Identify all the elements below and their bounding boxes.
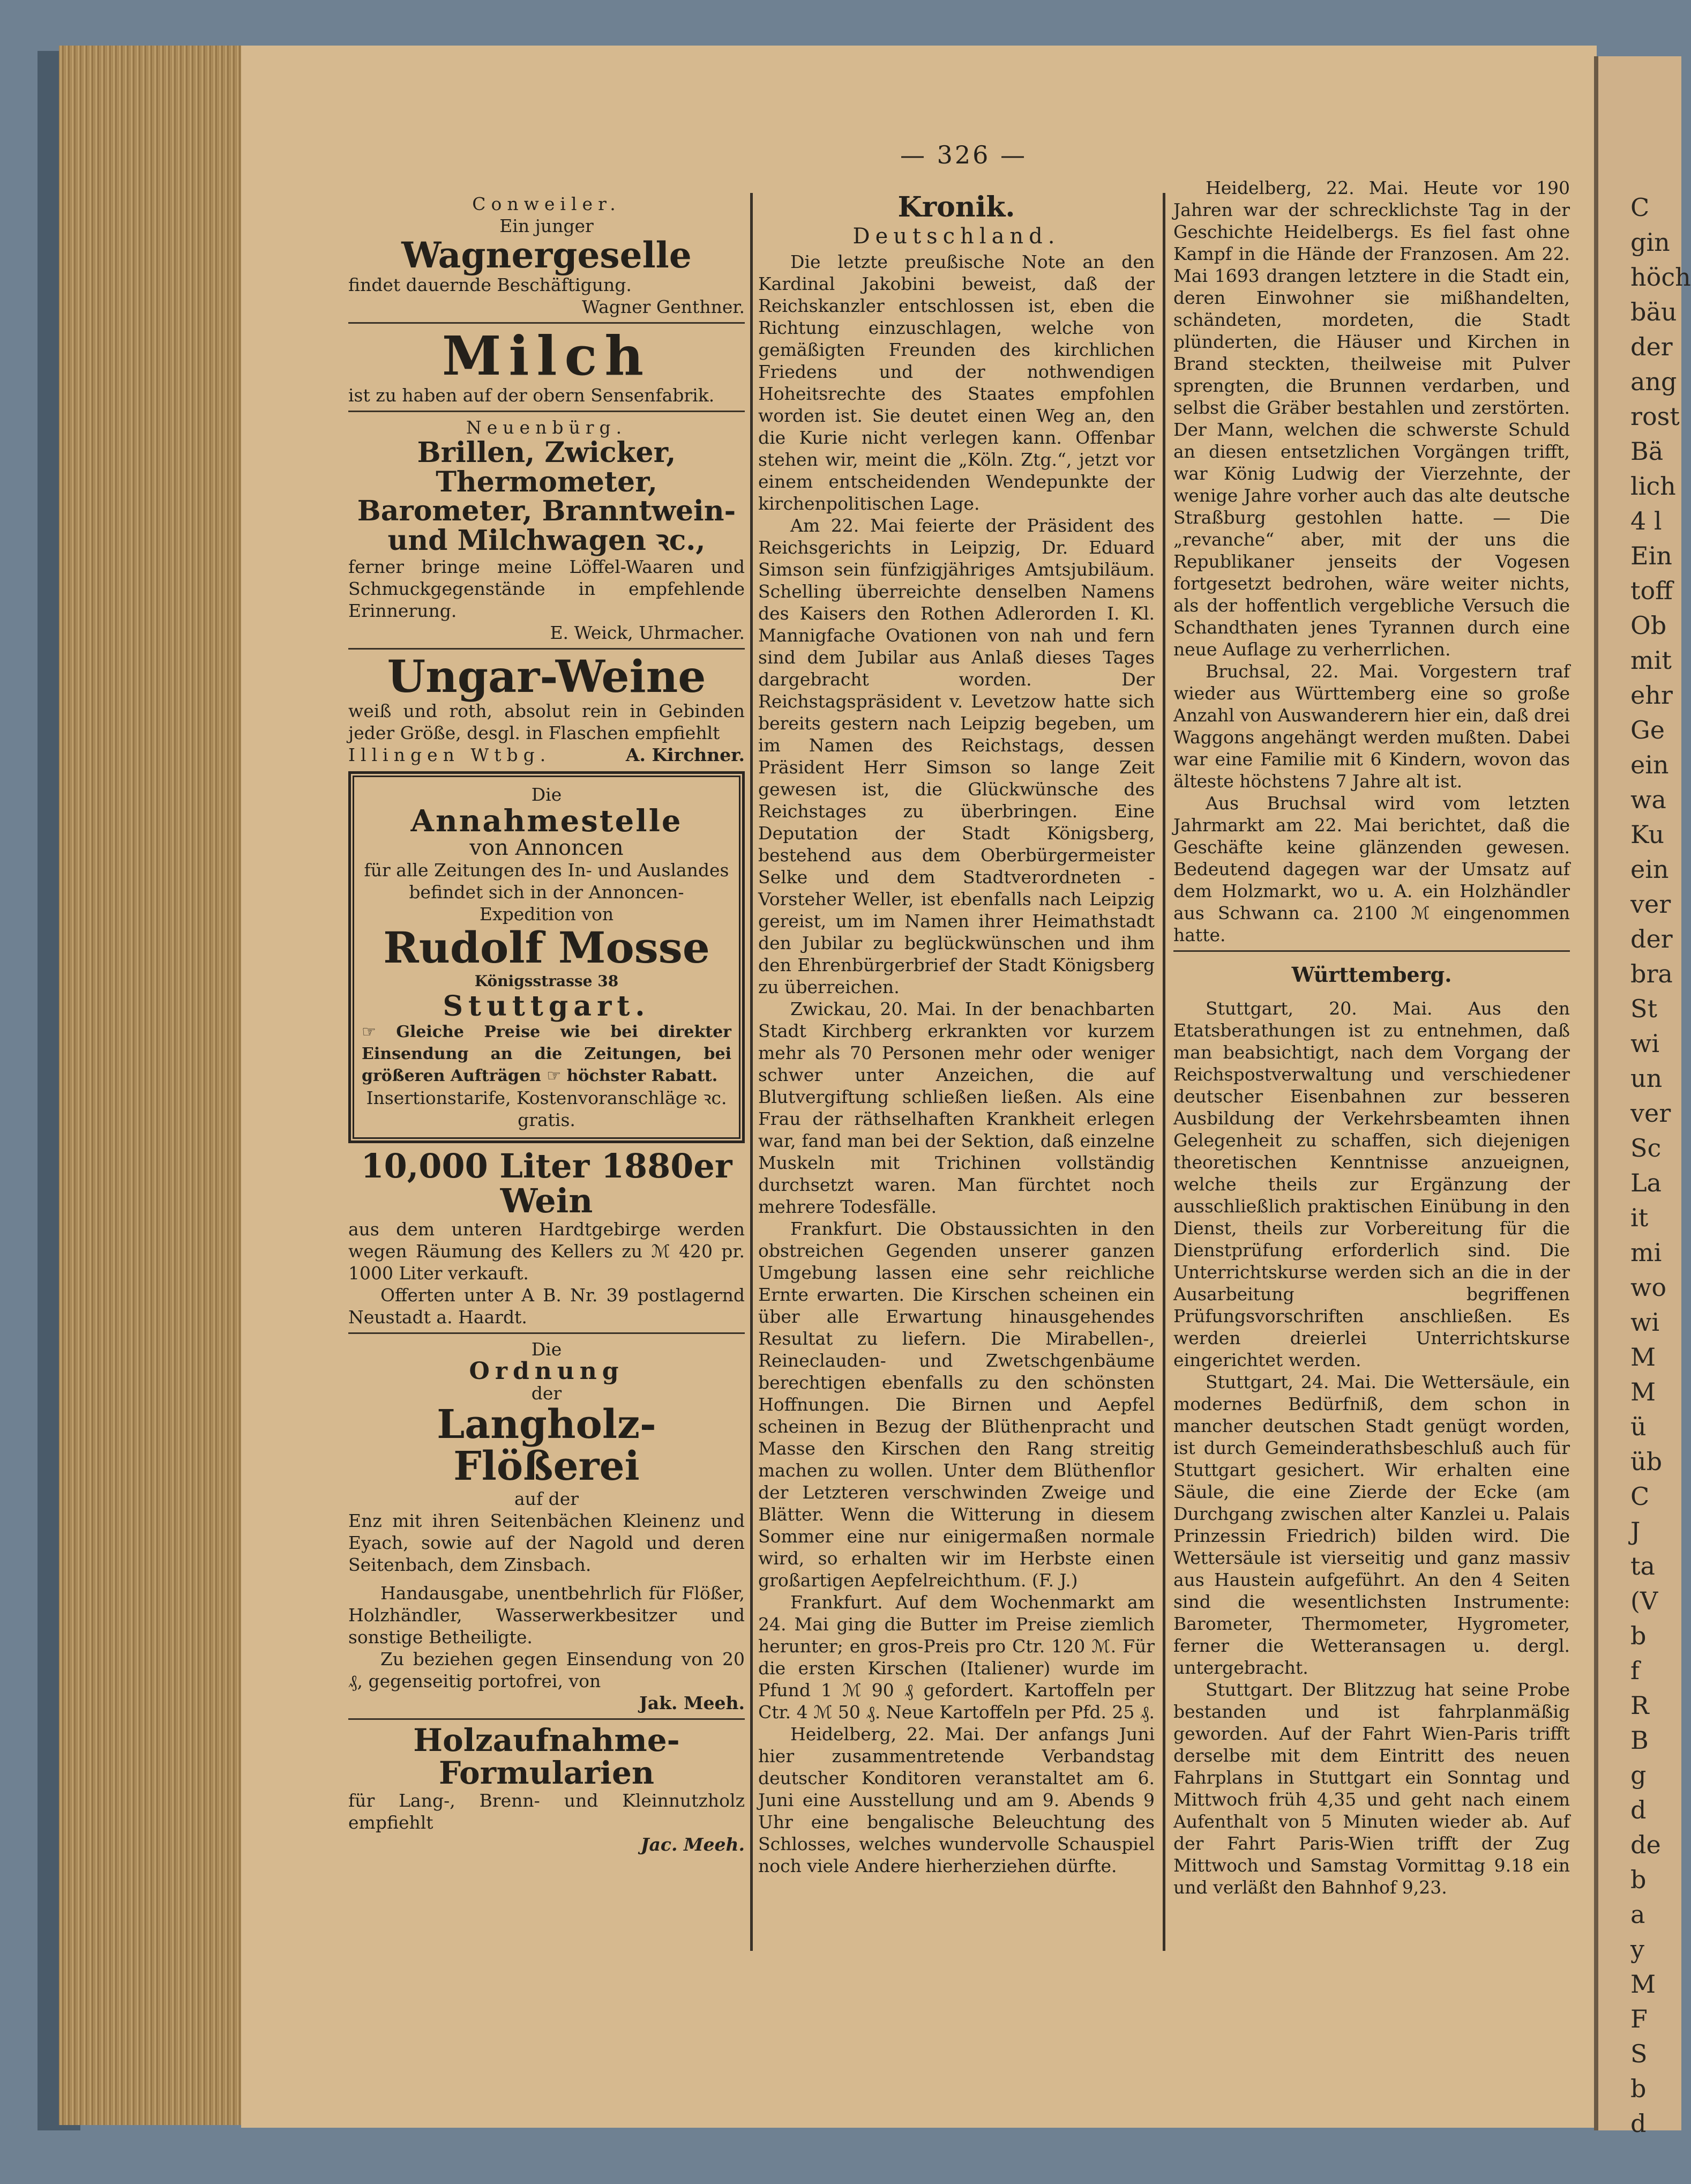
ad-ungar-weine — [348, 651, 745, 766]
ad-word: auf der — [514, 1488, 579, 1509]
ad-headline: Brillen, Zwicker, Thermometer, Barometer, Branntwein- und Milchwagen ꝛc., — [357, 436, 736, 557]
ad-signature: Jak. Meeh. — [639, 1692, 745, 1713]
article-paragraph: Die letzte preußische Note an den Kardinal Jakobini beweist, daß der Reichskanzler entschlossen ist, eben die Richtung einzuschlagen, welche von gemäßigten Freunden des kirchlichen Friedens und der nothwendigen Hoheitsrechte des Staates empfohlen worden ist. Sie deutet einen Weg an, den die Kurie nicht verlegen kann. Offenbar stehen wir, meint die „Köln. Ztg.“, jetzt vor einem entscheidenden Wendepunkte der kirchenpolitischen Lage. — [758, 251, 1155, 514]
next-page-fragment: C — [1630, 1482, 1650, 1511]
next-page-fragment: Bä — [1630, 437, 1664, 466]
column-rule — [750, 193, 753, 1951]
news-column — [1173, 177, 1570, 1898]
next-page-fragment: R — [1630, 1691, 1649, 1720]
next-page-fragment: Sc — [1630, 1134, 1662, 1162]
ad-holzaufnahme — [348, 1721, 745, 1855]
article-paragraph: Stuttgart, 24. Mai. Die Wettersäule, ein modernes Bedürfniß, dem schon in mancher deutschen Stadt genügt worden, ist durch Gemeinderathsbeschluß auch für Stuttgart gesichert. Wir erhalten eine Säule, die eine Zierde der Ecke (am Durchgang zwischen alter Kanzlei u. Palais Prinzessin Friedrich) bilden wird. Die Wettersäule ist vierseitig und ganz massiv aus Haustein aufgeführt. An den 4 Seiten sind die wesentlichsten Instrumente: Barometer, Thermometer, Hygrometer, ferner die Wetteransagen u. dergl. untergebracht. — [1173, 1371, 1570, 1678]
ad-offer-text: Gleiche Preise wie bei direkter Einsendung an die Zeitungen, bei größeren Aufträgen — [362, 1023, 731, 1086]
next-page-fragment: lich — [1630, 472, 1676, 501]
next-page-fragment: ehr — [1630, 681, 1673, 710]
next-page-fragment: wi — [1630, 1029, 1660, 1058]
next-page-fragment: mi — [1630, 1238, 1662, 1267]
next-page-fragment: Ku — [1630, 820, 1664, 849]
ad-brillen — [348, 416, 745, 643]
ad-intro: Ein junger — [499, 215, 594, 236]
ad-headline: Wagnergeselle — [401, 234, 692, 276]
next-page-fragment: rost — [1630, 402, 1680, 431]
next-page-fragment: y — [1630, 1935, 1644, 1964]
ad-word: der — [531, 1383, 562, 1404]
next-page-fragment: ein — [1630, 750, 1669, 779]
next-page-fragment: un — [1630, 1064, 1663, 1093]
ad-footer: Insertionstarife, Kostenvoranschläge ꝛc. gratis. — [366, 1087, 727, 1131]
ad-offer-tail: höchster Rabatt. — [566, 1067, 718, 1086]
ad-body: Zu beziehen gegen Einsendung von 20 ₰, gegenseitig portofrei, von — [348, 1648, 745, 1691]
ad-signature: Wagner Genthner. — [582, 296, 745, 318]
ad-divider — [348, 411, 745, 412]
next-page-fragment: bra — [1630, 959, 1673, 988]
column-rule — [1163, 193, 1165, 1951]
ad-headline: 10,000 Liter 1880er Wein — [361, 1146, 732, 1221]
ad-ordnung — [348, 1338, 745, 1713]
section-subheading: Deutschland. — [852, 223, 1060, 249]
page-edges — [59, 46, 252, 2125]
next-page-fragment: Ob — [1630, 611, 1667, 640]
ad-body: findet dauernde Beschäftigung. — [348, 274, 632, 296]
ad-offer: Offerten unter A B. Nr. 39 postlagernd Neustadt a. Haardt. — [348, 1285, 745, 1328]
next-page-fragment: gin — [1630, 228, 1670, 257]
ad-divider — [348, 322, 745, 324]
next-page-fragment: de — [1630, 1830, 1661, 1859]
next-page-fragment: höch — [1630, 263, 1691, 292]
next-page-fragment: ta — [1630, 1552, 1655, 1581]
article-paragraph: Zwickau, 20. Mai. In der benachbarten Stadt Kirchberg erkrankten vor kurzem mehr als 70 Personen mehr oder weniger schwer unter Anzeichen, die auf Blutvergiftung schließen ließen. Als eine Frau der räthselhaften Krankheit erlegen war, fand man bei der Sektion, daß einzelne Muskeln mit Trichinen vollständig durchsetzt waren. Man fürchtet noch mehrere Todesfälle. — [758, 998, 1155, 1217]
next-page-fragment: ver — [1630, 890, 1671, 919]
next-page-fragment: La — [1630, 1168, 1662, 1197]
next-page-fragment: üb — [1630, 1447, 1663, 1476]
ad-body: aus dem unteren Hardtgebirge werden wegen Räumung des Kellers zu ℳ 420 pr. 1000 Liter verkauft. — [348, 1219, 745, 1284]
article-paragraph: Stuttgart. Der Blitzzug hat seine Probe bestanden und ist fahrplanmäßig geworden. Auf der Fahrt Wien-Paris trifft derselbe mit dem Eintritt des neuen Fahrplans in Stuttgart ein Sonntag und Mittwoch früh 4,35 und geht nach einem Aufenthalt von 5 Minuten wieder ab. Auf der Fahrt Paris-Wien trifft der Zug Mittwoch und Samstag Vormittag 9.18 ein und verläßt den Bahnhof 9,23. — [1173, 1679, 1570, 1898]
article-paragraph: Heidelberg, 22. Mai. Heute vor 190 Jahren war der schrecklichste Tag in der Geschichte Heidelbergs. Es fiel fast ohne Kampf in die Hände der Franzosen. Am 22. Mai 1693 drangen letztere in die Stadt ein, deren Einwohner sie mißhandelten, schändeten, mordeten, die Stadt plünderten, die Häuser und Kirchen in Brand steckten, theilweise mit Pulver sprengten, die Brunnen verdarben, und selbst die Gräber bestahlen und zerstörten. Der Mann, welchen die schwerste Schuld an diesen entsetzlichen Vorgängen trifft, war König Ludwig der Vierzehnte, der wenige Jahre vorher auch das alte deutsche Straßburg gestohlen hatte. — Die „revanche“ aber, mit der uns die Republikaner jenseits der Vogesen fortgesetzt bedrohen, wäre weiter nichts, als der hoffentlich vergebliche Versuch die Schandthaten jenes Tyrannen durch eine neue Auflage zu verherrlichen. — [1173, 177, 1570, 660]
ad-company-name: Rudolf Mosse — [383, 922, 710, 973]
next-page-fragment: M — [1630, 1343, 1656, 1371]
next-page-fragment: ein — [1630, 855, 1669, 884]
ad-headline: Holzaufnahme-Formularien — [413, 1721, 680, 1791]
article-paragraph: Frankfurt. Auf dem Wochenmarkt am 24. Mai ging die Butter im Preise ziemlich herunter; en gros-Preis pro Ctr. 120 ℳ. Für die ersten Kirschen (Italiener) wurde im Pfund 1 ℳ 90 ₰ gefordert. Kartoffeln per Ctr. 4 ℳ 50 ₰. Neue Kartoffeln per Pfd. 25 ₰. — [758, 1591, 1155, 1723]
pointing-hand-icon: ☞ — [547, 1067, 562, 1086]
next-page-fragment: d — [1630, 1795, 1647, 1824]
next-page-fragment: ver — [1630, 1099, 1671, 1128]
ad-headline: Langholz-Flößerei — [437, 1402, 656, 1490]
next-page-fragment: d — [1630, 2109, 1647, 2138]
ad-city: Stuttgart. — [443, 989, 650, 1023]
ad-offer — [362, 1021, 731, 1087]
section-heading: Württemberg. — [1291, 963, 1452, 987]
ad-signature: A. Kirchner. — [625, 744, 745, 765]
ad-line: für alle Zeitungen des In- und Auslandes — [364, 859, 729, 881]
ad-line: befindet sich in der Annoncen-Expedition von — [409, 881, 684, 925]
ad-address: Königsstrasse 38 — [474, 972, 619, 990]
ad-divider — [348, 1718, 745, 1720]
ad-die: Die — [531, 1339, 562, 1360]
next-page-fragment: der — [1630, 332, 1673, 361]
next-page-fragment: a — [1630, 1900, 1645, 1929]
ad-body: weiß und roth, absolut rein in Gebinden jeder Größe, desgl. in Flaschen empfiehlt — [348, 700, 745, 743]
ads-column — [348, 193, 745, 1855]
ad-wagnergeselle — [348, 193, 745, 318]
ad-body: Handausgabe, unentbehrlich für Flößer, Holzhändler, Wasserwerkbesitzer und sonstige Betheiligte. — [348, 1582, 745, 1648]
article-paragraph: Am 22. Mai feierte der Präsident des Reichsgerichts in Leipzig, Dr. Eduard Simson sein fünfzigjähriges Amtsjubiläum. Schelling überreichte denselben Namens des Kaisers den Rothen Adlerorden I. Kl. Mannigfache Ovationen von nah und fern sind dem Jubilar aus Anlaß dieses Tages dargebracht worden. Der Reichstagspräsident v. Levetzow hatte sich bereits gestern nach Leipzig begeben, um im Namen des Reichstags, dessen Präsident Herr Simson so lange Zeit gewesen ist, die Glückwünsche des Reichstages zu überbringen. Eine Deputation der Stadt Königsberg, bestehend aus dem Oberbürgermeister Selke und dem Stadtverordneten - Vorsteher Weller, ist ebenfalls nach Leipzig gereist, um im Namen ihrer Heimathstadt den Jubilar zu beglückwünschen und ihm den Ehrenbürgerbrief der Stadt Königsberg zu überreichen. — [758, 515, 1155, 997]
next-page-fragment: wa — [1630, 785, 1666, 814]
next-page-fragment: M — [1630, 1970, 1656, 1999]
next-page-fragment: bäu — [1630, 297, 1677, 326]
article-paragraph: Heidelberg, 22. Mai. Der anfangs Juni hier zusammentretende Verbandstag deutscher Konditoren veranstaltet am 6. Juni eine Ausstellung und am 9. Abends 9 Uhr eine bengalische Beleuchtung des Schlosses, welches wundervolle Schauspiel noch viele Andere hierherziehen dürfte. — [758, 1723, 1155, 1876]
ad-body: ist zu haben auf der obern Sensenfabrik. — [348, 385, 715, 406]
ad-body: Enz mit ihren Seitenbächen Kleinenz und Eyach, sowie auf der Nagold und deren Seitenbach, dem Zinsbach. — [348, 1510, 745, 1575]
section-heading: Kronik. — [897, 191, 1015, 223]
next-page-fragment: J — [1630, 1517, 1641, 1546]
next-page-fragment: C — [1630, 193, 1650, 222]
kronik-column — [758, 193, 1155, 1877]
next-page-fragment: S — [1630, 2039, 1648, 2068]
ad-signature: Jac. Meeh. — [640, 1833, 745, 1855]
ad-body: für Lang-, Brenn- und Kleinnutzholz empfiehlt — [348, 1790, 745, 1833]
ad-sub: von Annoncen — [469, 835, 624, 860]
ad-word: Ordnung — [469, 1358, 624, 1385]
article-paragraph: Aus Bruchsal wird vom letzten Jahrmarkt am 22. Mai berichtet, daß die Geschäfte keine glänzenden gewesen. Bedeutend dagegen war der Umsatz auf dem Holzmarkt, wo u. A. ein Holzhändler aus Schwann ca. 2100 ℳ eingenommen hatte. — [1173, 793, 1570, 945]
ad-place: Illingen Wtbg. — [348, 744, 551, 765]
next-page-fragment: b — [1630, 1865, 1647, 1894]
next-page-fragment: (V — [1630, 1586, 1658, 1615]
next-page-fragment: toff — [1630, 576, 1673, 605]
page-number: — 326 — — [900, 140, 1028, 169]
next-page-fragment: der — [1630, 925, 1673, 953]
next-page-fragment: ang — [1630, 367, 1677, 396]
ad-signature: E. Weick, Uhrmacher. — [550, 622, 745, 643]
next-page-fragment: 4 l — [1630, 506, 1662, 535]
next-page-fragment: B — [1630, 1726, 1649, 1755]
next-page-fragment: M — [1630, 1377, 1656, 1406]
ad-footer — [348, 744, 745, 766]
ad-annahmestelle — [348, 771, 745, 1143]
ad-headline: Annahmestelle — [410, 803, 683, 839]
next-page-fragment: wi — [1630, 1308, 1660, 1337]
ad-milch — [348, 324, 745, 406]
ad-place: Conweiler. — [472, 193, 621, 214]
next-page-edge — [1594, 56, 1691, 2138]
article-paragraph: Frankfurt. Die Obstaussichten in den obstreichen Gegenden unserer ganzen Umgebung lassen eine sehr reichliche Ernte erwarten. Die Kirschen scheinen ein über alle Erwartung hinausgehendes Resultat zu liefern. Die Mirabellen-, Reineclauden- und Zwetschgenbäume berechtigen ebenfalls zu den schönsten Hoffnungen. Die Birnen und Aepfel scheinen in Bezug der Blüthenpracht und Masse den Kirschen den Rang streitig machen zu wollen. Unter dem Blüthenflor der Letzteren verschwinden Zweige und Blätter. Wenn die Witterung in diesem Sommer eine nur einigermaßen normale wird, so erhalten wir im Herbste einen großartigen Aepfelreichthum. (F. J.) — [758, 1218, 1155, 1591]
pointing-hand-icon: ☞ — [362, 1023, 376, 1042]
next-page-fragment: it — [1630, 1203, 1649, 1232]
ad-divider — [348, 1332, 745, 1334]
next-page-fragment: Ein — [1630, 541, 1672, 570]
next-page-fragment: b — [1630, 1621, 1647, 1650]
next-page-fragment: b — [1630, 2074, 1647, 2103]
ad-wein — [348, 1146, 745, 1328]
next-page-fragment: F — [1630, 2004, 1648, 2033]
next-page-fragment: wo — [1630, 1273, 1667, 1302]
section-divider — [1173, 950, 1570, 952]
ad-die: Die — [531, 784, 562, 805]
ad-headline: Ungar-Weine — [387, 651, 706, 703]
next-page-fragment: ü — [1630, 1412, 1647, 1441]
article-paragraph: Stuttgart, 20. Mai. Aus den Etatsberathungen ist zu entnehmen, daß man beabsichtigt, nach dem Vorgang der Reichspostverwaltung und verschiedener deutscher Eisenbahnen zur besseren Ausbildung der Verkehrsbeamten ihnen Gelegenheit zu schaffen, sich diejenigen theoretischen Kenntnisse anzueignen, welche theils zur Ergänzung der ausschließlich praktischen Einübung in den Dienst, theils zur Vorbereitung für die Dienstprüfung erforderlich sind. Die Unterrichtskurse werden sich an die in der Ausarbeitung begriffenen Prüfungsvorschriften anschließen. Es werden dreierlei Unterrichtskurse eingerichtet werden. — [1173, 998, 1570, 1370]
next-page-fragment: g — [1630, 1761, 1647, 1790]
next-page-fragment: f — [1630, 1656, 1640, 1685]
ad-divider — [348, 648, 745, 650]
next-page-fragment: St — [1630, 994, 1657, 1023]
next-page-fragment: Ge — [1630, 715, 1665, 744]
next-page-fragment: mit — [1630, 646, 1672, 675]
ad-place: Neuenbürg. — [466, 417, 627, 438]
article-paragraph: Bruchsal, 22. Mai. Vorgestern traf wieder aus Württemberg eine so große Anzahl von Auswanderern hier ein, daß drei Waggons angehängt werden mußten. Dabei war eine Familie mit 6 Kindern, wovon das älteste höchstens 7 Jahre alt ist. — [1173, 661, 1570, 792]
ad-headline: Milch — [442, 324, 652, 388]
ad-body: ferner bringe meine Löffel-Waaren und Schmuckgegenstände in empfehlende Erinnerung. — [348, 556, 745, 621]
